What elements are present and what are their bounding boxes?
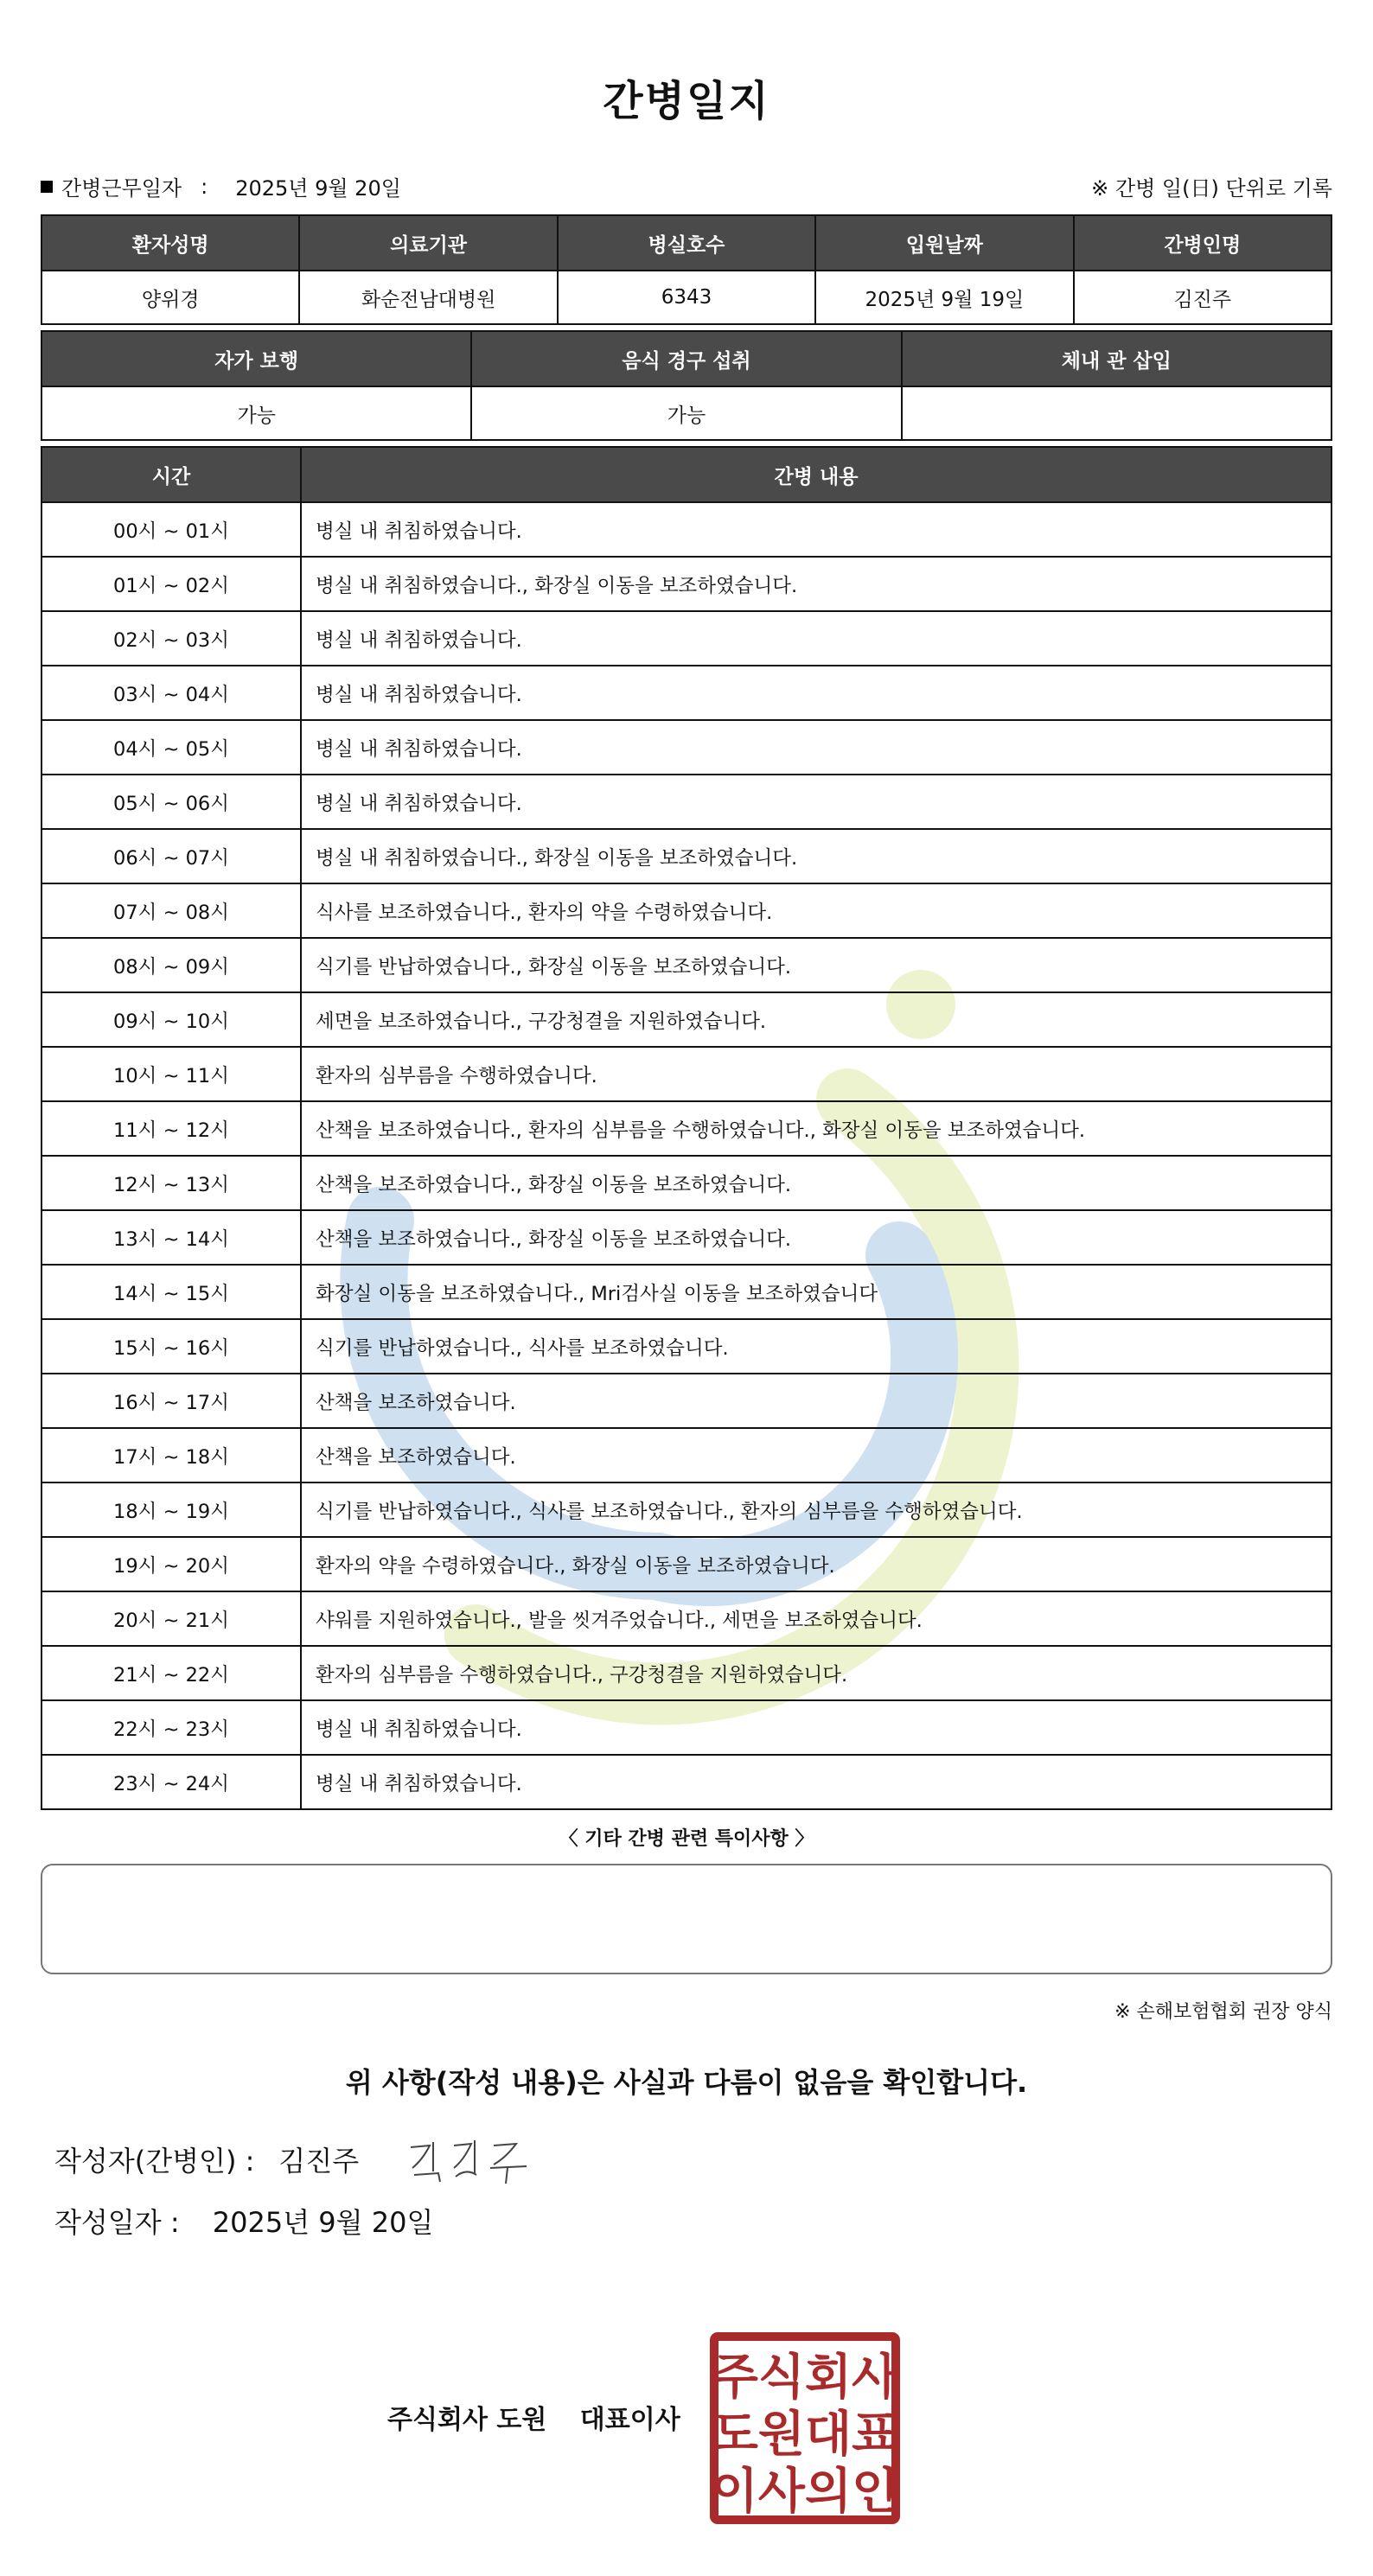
svg-text:이사의인: 이사의인 (711, 2464, 899, 2520)
log-time-cell: 18시 ~ 19시 (42, 1482, 301, 1537)
log-content-cell: 병실 내 취침하였습니다., 화장실 이동을 보조하였습니다. (301, 829, 1331, 883)
log-time-cell: 00시 ~ 01시 (42, 502, 301, 557)
patient-header-row (42, 215, 1331, 271)
log-content-cell: 산책을 보조하였습니다., 환자의 심부름을 수행하였습니다., 화장실 이동을 보조하였습니다. (301, 1101, 1331, 1156)
log-time-cell: 22시 ~ 23시 (42, 1700, 301, 1755)
log-content-cell: 병실 내 취침하였습니다. (301, 611, 1331, 666)
table-row (42, 992, 1331, 1047)
self-walking-value: 가능 (42, 386, 471, 440)
table-row (42, 1319, 1331, 1374)
log-content-cell: 환자의 약을 수령하였습니다., 화장실 이동을 보조하였습니다. (301, 1537, 1331, 1591)
work-date-label: 간병근무일자 (61, 176, 182, 201)
header-time: 시간 (42, 447, 301, 502)
remarks-box (41, 1864, 1332, 1974)
remarks-title: 〈 기타 간병 관련 특이사항 〉 (559, 1828, 814, 1850)
log-time-cell: 19시 ~ 20시 (42, 1537, 301, 1591)
log-content-cell: 병실 내 취침하였습니다. (301, 775, 1331, 829)
writer-name: 김진주 (278, 2145, 360, 2177)
written-date-label: 작성일자 : (54, 2206, 180, 2239)
log-content-cell: 산책을 보조하였습니다., 화장실 이동을 보조하였습니다. (301, 1156, 1331, 1210)
log-time-cell: 06시 ~ 07시 (42, 829, 301, 883)
log-time-cell: 01시 ~ 02시 (42, 557, 301, 611)
company-line (387, 2398, 680, 2436)
table-row (42, 1374, 1331, 1428)
table-row (42, 1700, 1331, 1755)
log-content-cell: 병실 내 취침하였습니다. (301, 666, 1331, 720)
header-caregiver-name: 간병인명 (1074, 215, 1331, 271)
company-name: 주식회사 도원 (387, 2405, 547, 2435)
log-time-cell: 11시 ~ 12시 (42, 1101, 301, 1156)
header-room-number: 병실호수 (558, 215, 815, 271)
care-log-table (41, 446, 1332, 1810)
log-time-cell: 14시 ~ 15시 (42, 1265, 301, 1319)
log-time-cell: 03시 ~ 04시 (42, 666, 301, 720)
meta-row (41, 171, 1332, 206)
table-row (42, 1591, 1331, 1646)
table-row (42, 775, 1331, 829)
table-row (42, 666, 1331, 720)
log-content-cell: 식기를 반납하였습니다., 화장실 이동을 보조하였습니다. (301, 938, 1331, 992)
table-row (42, 1646, 1331, 1700)
room-number: 6343 (558, 271, 815, 324)
square-bullet-icon (41, 181, 53, 193)
table-row (42, 938, 1331, 992)
log-content-cell: 산책을 보조하였습니다. (301, 1428, 1331, 1482)
log-content-cell: 병실 내 취침하였습니다. (301, 1700, 1331, 1755)
work-date-separator: : (201, 174, 208, 199)
patient-value-row (42, 271, 1331, 324)
table-row (42, 720, 1331, 775)
tube-insertion-value (902, 386, 1331, 440)
header-tube-insertion: 체내 관 삽입 (902, 331, 1331, 386)
log-content-cell: 세면을 보조하였습니다., 구강청결을 지원하였습니다. (301, 992, 1331, 1047)
table-row (42, 1210, 1331, 1265)
log-time-cell: 23시 ~ 24시 (42, 1755, 301, 1809)
log-content-cell: 식사를 보조하였습니다., 환자의 약을 수령하였습니다. (301, 883, 1331, 938)
unit-note: ※ 간병 일(日) 단위로 기록 (1091, 176, 1332, 201)
status-header-row (42, 331, 1331, 386)
table-row (42, 1101, 1331, 1156)
log-content-cell: 산책을 보조하였습니다. (301, 1374, 1331, 1428)
table-row (42, 829, 1331, 883)
company-seal-stamp (709, 2331, 901, 2525)
log-time-cell: 17시 ~ 18시 (42, 1428, 301, 1482)
log-time-cell: 04시 ~ 05시 (42, 720, 301, 775)
header-hospital: 의료기관 (299, 215, 557, 271)
table-row (42, 883, 1331, 938)
confirmation-statement: 위 사항(작성 내용)은 사실과 다름이 없음을 확인합니다. (345, 2066, 1028, 2099)
log-content-cell: 병실 내 취침하였습니다. (301, 1755, 1331, 1809)
log-time-cell: 02시 ~ 03시 (42, 611, 301, 666)
log-content-cell: 환자의 심부름을 수행하였습니다. (301, 1047, 1331, 1101)
log-content-cell: 식기를 반납하였습니다., 식사를 보조하였습니다., 환자의 심부름을 수행하였습니다. (301, 1482, 1331, 1537)
page-title: 간병일지 (603, 77, 770, 125)
header-care-content: 간병 내용 (301, 447, 1331, 502)
admission-date: 2025년 9월 19일 (815, 271, 1073, 324)
log-time-cell: 20시 ~ 21시 (42, 1591, 301, 1646)
header-oral-intake: 음식 경구 섭취 (471, 331, 901, 386)
header-self-walking: 자가 보행 (42, 331, 471, 386)
log-content-cell: 병실 내 취침하였습니다. (301, 720, 1331, 775)
status-value-row (42, 386, 1331, 440)
table-row (42, 1755, 1331, 1809)
log-time-cell: 10시 ~ 11시 (42, 1047, 301, 1101)
header-admission-date: 입원날짜 (815, 215, 1073, 271)
log-header-row (42, 447, 1331, 502)
log-content-cell: 화장실 이동을 보조하였습니다., Mri검사실 이동을 보조하였습니다 (301, 1265, 1331, 1319)
log-content-cell: 샤워를 지원하였습니다., 발을 씻겨주었습니다., 세면을 보조하였습니다. (301, 1591, 1331, 1646)
log-time-cell: 05시 ~ 06시 (42, 775, 301, 829)
log-content-cell: 산책을 보조하였습니다., 화장실 이동을 보조하였습니다. (301, 1210, 1331, 1265)
svg-text:도원대표: 도원대표 (711, 2407, 899, 2463)
header-patient-name: 환자성명 (42, 215, 299, 271)
log-content-cell: 환자의 심부름을 수행하였습니다., 구강청결을 지원하였습니다. (301, 1646, 1331, 1700)
table-row (42, 1265, 1331, 1319)
table-row (42, 1428, 1331, 1482)
table-row (42, 557, 1331, 611)
table-row (42, 502, 1331, 557)
log-content-cell: 병실 내 취침하였습니다. (301, 502, 1331, 557)
patient-status-table (41, 330, 1332, 441)
form-source-note: ※ 손해보험협회 권장 양식 (1114, 2001, 1332, 2023)
hospital-name: 화순전남대병원 (299, 271, 557, 324)
caregiver-name: 김진주 (1074, 271, 1331, 324)
log-time-cell: 13시 ~ 14시 (42, 1210, 301, 1265)
table-row (42, 1537, 1331, 1591)
table-row (42, 1482, 1331, 1537)
log-time-cell: 07시 ~ 08시 (42, 883, 301, 938)
table-row (42, 611, 1331, 666)
table-row (42, 1047, 1331, 1101)
log-time-cell: 09시 ~ 10시 (42, 992, 301, 1047)
log-time-cell: 21시 ~ 22시 (42, 1646, 301, 1700)
log-time-cell: 15시 ~ 16시 (42, 1319, 301, 1374)
log-time-cell: 08시 ~ 09시 (42, 938, 301, 992)
writer-line (54, 2139, 1332, 2180)
patient-name: 양위경 (42, 271, 299, 324)
representative-title: 대표이사 (579, 2405, 680, 2435)
log-body (42, 502, 1331, 1809)
work-date-value: 2025년 9월 20일 (235, 176, 401, 201)
svg-text:주식회사: 주식회사 (711, 2350, 899, 2406)
log-content-cell: 식기를 반납하였습니다., 식사를 보조하였습니다. (301, 1319, 1331, 1374)
written-date-line (54, 2201, 1332, 2242)
patient-info-table (41, 214, 1332, 325)
work-date (41, 171, 401, 201)
log-time-cell: 12시 ~ 13시 (42, 1156, 301, 1210)
oral-intake-value: 가능 (471, 386, 901, 440)
log-time-cell: 16시 ~ 17시 (42, 1374, 301, 1428)
written-date-value: 2025년 9월 20일 (212, 2206, 434, 2239)
log-content-cell: 병실 내 취침하였습니다., 화장실 이동을 보조하였습니다. (301, 557, 1331, 611)
writer-label: 작성자(간병인) : (54, 2145, 255, 2177)
table-row (42, 1156, 1331, 1210)
signature-image (404, 2133, 542, 2185)
